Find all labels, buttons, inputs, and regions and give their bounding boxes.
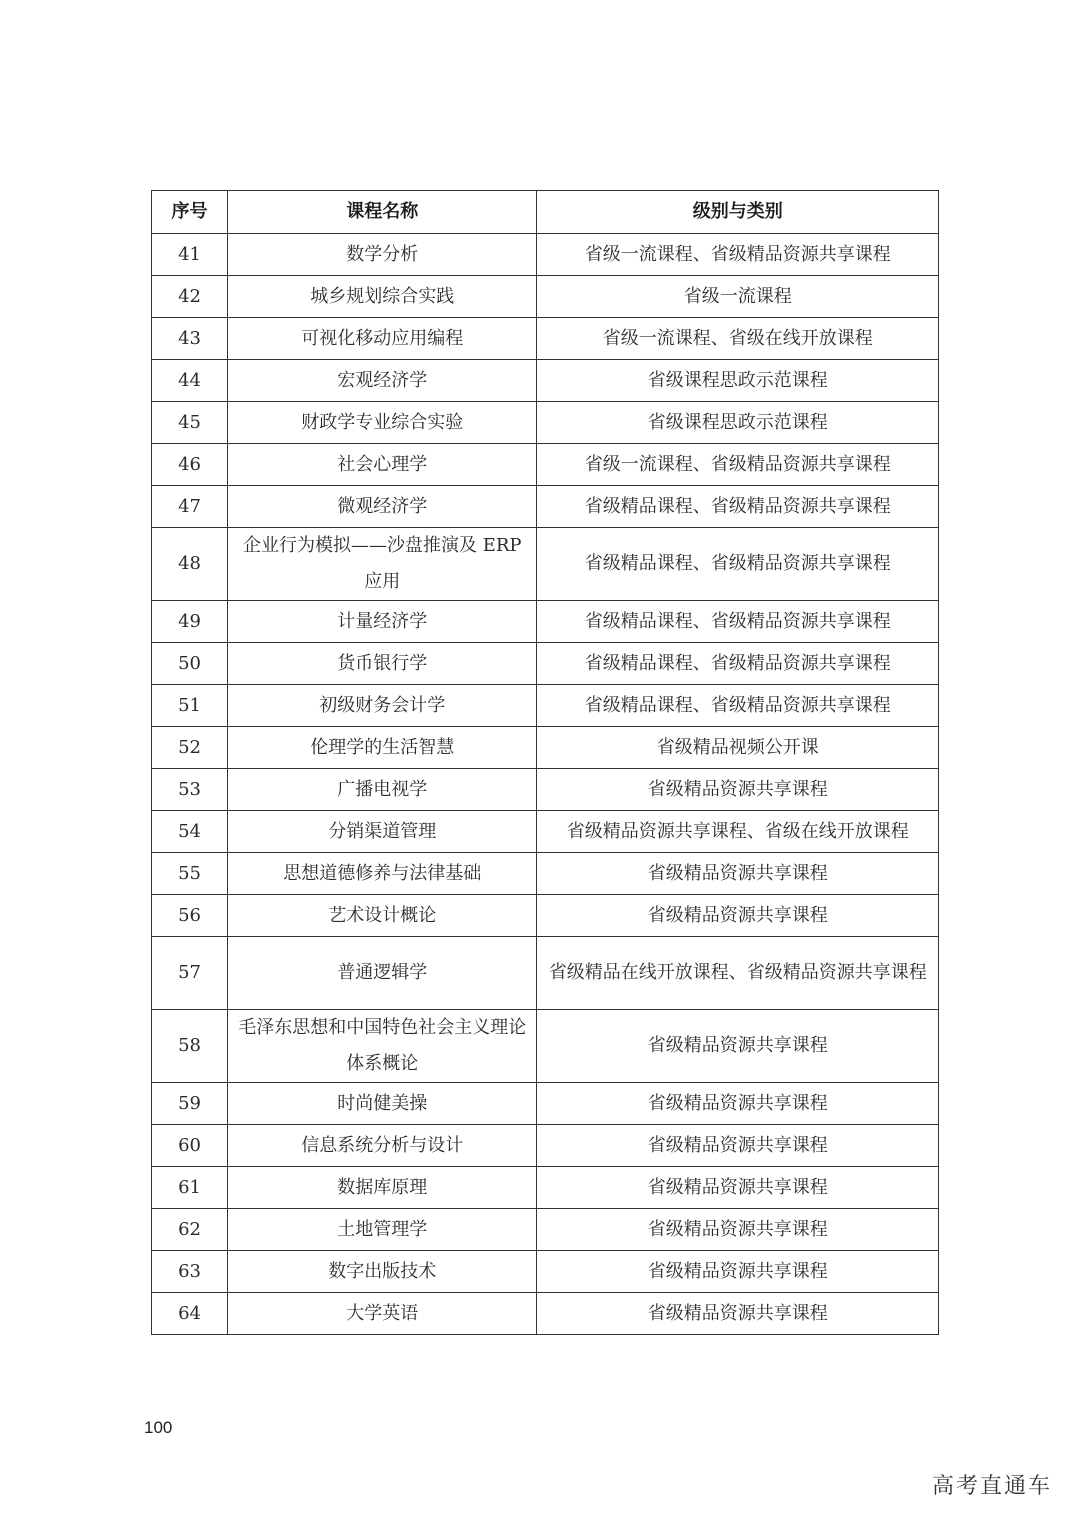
cell-no: 60 (152, 1125, 228, 1167)
table-row (152, 937, 939, 1010)
cell-category: 省级一流课程、省级精品资源共享课程 (537, 444, 939, 486)
cell-course-name: 城乡规划综合实践 (228, 276, 537, 318)
cell-course-name: 社会心理学 (228, 444, 537, 486)
cell-no: 59 (152, 1083, 228, 1125)
cell-course-name: 企业行为模拟——沙盘推演及 ERP 应用 (228, 528, 537, 601)
cell-no: 53 (152, 769, 228, 811)
table-row (152, 1209, 939, 1251)
table-row (152, 1010, 939, 1083)
cell-course-name: 分销渠道管理 (228, 811, 537, 853)
cell-course-name: 数字出版技术 (228, 1251, 537, 1293)
header-no: 序号 (152, 191, 228, 234)
table-row (152, 1125, 939, 1167)
table-row (152, 444, 939, 486)
cell-category: 省级精品课程、省级精品资源共享课程 (537, 528, 939, 601)
cell-category: 省级精品资源共享课程、省级在线开放课程 (537, 811, 939, 853)
cell-no: 64 (152, 1293, 228, 1335)
cell-no: 50 (152, 643, 228, 685)
cell-no: 62 (152, 1209, 228, 1251)
table-row (152, 1251, 939, 1293)
cell-category: 省级精品视频公开课 (537, 727, 939, 769)
cell-course-name: 大学英语 (228, 1293, 537, 1335)
cell-course-name: 财政学专业综合实验 (228, 402, 537, 444)
cell-no: 46 (152, 444, 228, 486)
cell-course-name: 货币银行学 (228, 643, 537, 685)
cell-no: 54 (152, 811, 228, 853)
cell-no: 57 (152, 937, 228, 1010)
cell-course-name: 时尚健美操 (228, 1083, 537, 1125)
cell-no: 58 (152, 1010, 228, 1083)
table-row (152, 895, 939, 937)
cell-category: 省级精品在线开放课程、省级精品资源共享课程 (537, 937, 939, 1010)
table-row (152, 1293, 939, 1335)
table-row (152, 1083, 939, 1125)
cell-no: 44 (152, 360, 228, 402)
cell-course-name: 思想道德修养与法律基础 (228, 853, 537, 895)
cell-no: 48 (152, 528, 228, 601)
cell-course-name: 数学分析 (228, 234, 537, 276)
cell-category: 省级精品资源共享课程 (537, 1125, 939, 1167)
cell-category: 省级精品资源共享课程 (537, 1010, 939, 1083)
cell-course-name: 伦理学的生活智慧 (228, 727, 537, 769)
course-table (151, 190, 939, 1335)
cell-no: 49 (152, 601, 228, 643)
cell-course-name: 广播电视学 (228, 769, 537, 811)
cell-no: 45 (152, 402, 228, 444)
cell-no: 55 (152, 853, 228, 895)
cell-category: 省级一流课程、省级在线开放课程 (537, 318, 939, 360)
cell-category: 省级课程思政示范课程 (537, 360, 939, 402)
cell-course-name: 计量经济学 (228, 601, 537, 643)
cell-no: 43 (152, 318, 228, 360)
table-row (152, 685, 939, 727)
table-row (152, 318, 939, 360)
cell-category: 省级课程思政示范课程 (537, 402, 939, 444)
table-row (152, 234, 939, 276)
cell-category: 省级一流课程 (537, 276, 939, 318)
cell-category: 省级一流课程、省级精品资源共享课程 (537, 234, 939, 276)
cell-category: 省级精品资源共享课程 (537, 1293, 939, 1335)
cell-category: 省级精品资源共享课程 (537, 1209, 939, 1251)
cell-no: 56 (152, 895, 228, 937)
cell-no: 63 (152, 1251, 228, 1293)
cell-no: 42 (152, 276, 228, 318)
table-row (152, 1167, 939, 1209)
cell-no: 52 (152, 727, 228, 769)
cell-no: 47 (152, 486, 228, 528)
cell-course-name: 初级财务会计学 (228, 685, 537, 727)
cell-course-name: 普通逻辑学 (228, 937, 537, 1010)
watermark-text: 高考直通车 (931, 1474, 1052, 1499)
header-category: 级别与类别 (537, 191, 939, 234)
cell-course-name: 微观经济学 (228, 486, 537, 528)
table-row (152, 601, 939, 643)
cell-course-name: 可视化移动应用编程 (228, 318, 537, 360)
table-row (152, 402, 939, 444)
table-body (152, 234, 939, 1335)
table-row (152, 528, 939, 601)
table-row (152, 811, 939, 853)
table-row (152, 486, 939, 528)
table-row (152, 769, 939, 811)
cell-category: 省级精品课程、省级精品资源共享课程 (537, 643, 939, 685)
header-course-name: 课程名称 (228, 191, 537, 234)
cell-category: 省级精品资源共享课程 (537, 1167, 939, 1209)
cell-category: 省级精品资源共享课程 (537, 895, 939, 937)
cell-category: 省级精品课程、省级精品资源共享课程 (537, 601, 939, 643)
cell-category: 省级精品资源共享课程 (537, 1083, 939, 1125)
cell-course-name: 毛泽东思想和中国特色社会主义理论体系概论 (228, 1010, 537, 1083)
cell-course-name: 宏观经济学 (228, 360, 537, 402)
table-row (152, 360, 939, 402)
cell-category: 省级精品资源共享课程 (537, 853, 939, 895)
cell-category: 省级精品课程、省级精品资源共享课程 (537, 486, 939, 528)
cell-course-name: 艺术设计概论 (228, 895, 537, 937)
table-row (152, 727, 939, 769)
cell-course-name: 信息系统分析与设计 (228, 1125, 537, 1167)
cell-category: 省级精品资源共享课程 (537, 1251, 939, 1293)
cell-no: 41 (152, 234, 228, 276)
cell-no: 51 (152, 685, 228, 727)
page-number: 100 (144, 1418, 173, 1437)
table-row (152, 853, 939, 895)
cell-course-name: 土地管理学 (228, 1209, 537, 1251)
table-row (152, 643, 939, 685)
table-row (152, 276, 939, 318)
cell-course-name: 数据库原理 (228, 1167, 537, 1209)
cell-no: 61 (152, 1167, 228, 1209)
cell-category: 省级精品资源共享课程 (537, 769, 939, 811)
table-header-row (152, 191, 939, 234)
cell-category: 省级精品课程、省级精品资源共享课程 (537, 685, 939, 727)
